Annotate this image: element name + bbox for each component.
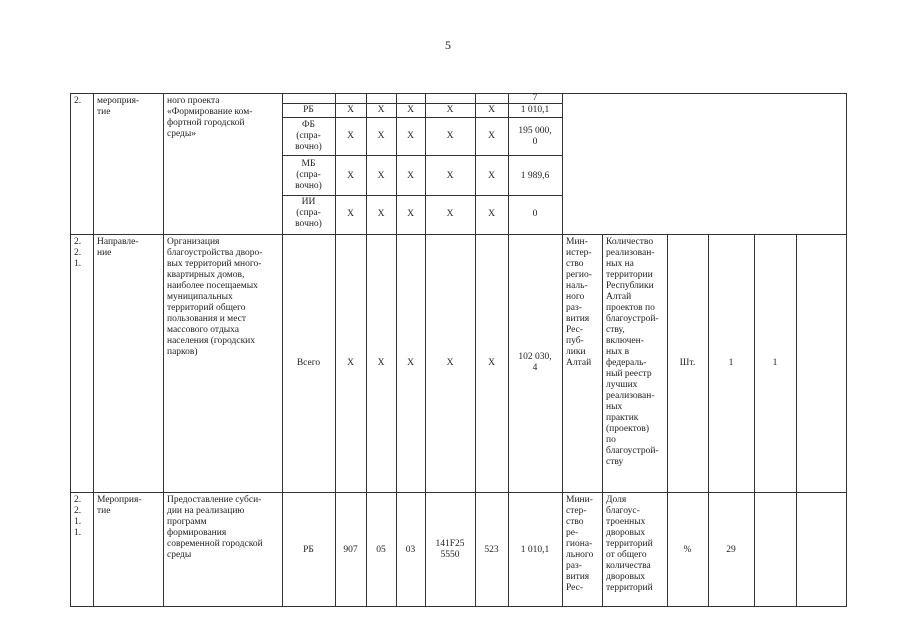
amount: 1 989,6 (520, 171, 550, 181)
source-total: Всего (296, 358, 321, 368)
cell-x: X (407, 131, 414, 141)
cell-x: X (407, 105, 414, 115)
code-expense: 523 (484, 545, 499, 555)
row-name: ного проекта «Формирование ком- фортной городской среды» (167, 96, 253, 139)
amount: 0 (532, 209, 538, 219)
table-rule (602, 234, 603, 607)
table-rule (163, 93, 164, 607)
source-mb: МБ (спра- вочно) (295, 159, 322, 191)
indicator: Доля благоус- троенных дворовых территорий от общего количества дворовых территорий (606, 495, 653, 593)
table-rule (70, 492, 846, 493)
table-rule (754, 234, 755, 607)
cell-x: X (347, 131, 354, 141)
amount: 102 030, 4 (518, 352, 552, 373)
cell-x: X (407, 209, 414, 219)
source-ii: ИИ (спра- вочно) (295, 197, 322, 229)
row-number: 2. 2. 1. 1. (74, 495, 82, 538)
row-name: Предоставление субси- дии на реализацию программ формирования современной городской среды (167, 495, 263, 560)
cell-x: X (347, 209, 354, 219)
table-rule (282, 195, 562, 196)
unit: % (683, 545, 692, 555)
cell-x: X (488, 209, 495, 219)
table-rule (796, 234, 797, 607)
cell-x: X (347, 171, 354, 181)
cell-x: X (488, 171, 495, 181)
code-ministry: 907 (343, 545, 358, 555)
cell-x: X (347, 105, 354, 115)
cell-x: X (446, 171, 454, 181)
table-rule (846, 93, 847, 607)
cell-x: X (446, 358, 454, 368)
cell-x: X (407, 171, 414, 181)
row-number: 2. (74, 96, 82, 106)
table-rule (70, 93, 71, 607)
value: 29 (726, 545, 736, 555)
row-type: Направле- ние (97, 237, 139, 258)
value: 1 (728, 358, 734, 368)
row-type: Мероприя- тие (97, 495, 142, 516)
row-number: 2. 2. 1. (74, 237, 82, 269)
table-rule (70, 93, 846, 94)
table-rule (282, 117, 562, 118)
cell-x: X (446, 105, 454, 115)
page-number: 5 (445, 38, 451, 52)
row-name: Организация благоустройства дворо- вых территорий много- квартирных домов, наиболее посещаемых муниципальных территорий общего пользования и мест массового отдыха населения (городских парков) (167, 237, 263, 357)
source-rb: РБ (303, 545, 314, 555)
cell-x: X (377, 131, 385, 141)
cell-x: X (446, 131, 454, 141)
amount: 1 010,1 (520, 545, 550, 555)
amount: 195 000, 0 (518, 126, 552, 147)
amount: 1 010,1 (520, 105, 550, 115)
value: 1 (772, 358, 778, 368)
executor: Мини- стер- ство ре- гиона- льного раз- вития Рес- (566, 495, 594, 593)
table-rule (70, 234, 846, 235)
code-target: 141F25 5550 (435, 539, 465, 560)
budget-table (70, 93, 846, 607)
table-rule (70, 606, 846, 607)
table-rule (93, 93, 94, 607)
cell-x: X (347, 358, 354, 368)
unit: Шт. (679, 358, 696, 368)
code-section: 05 (376, 545, 386, 555)
row-type: мероприя- тие (97, 96, 140, 117)
cell-x: X (377, 105, 385, 115)
table-rule (282, 155, 562, 156)
cell-x: X (377, 209, 385, 219)
cell-x: X (446, 209, 454, 219)
executor: Мин- истер- ство регио- наль- ного раз- вития Рес- пуб- лики Алтай (566, 237, 592, 368)
code-subsection: 03 (405, 545, 416, 555)
indicator: Количество реализован- ных на территории Республики Алтай проектов по благоустрой- ству, включен- ных в федераль- ный реестр лучших реализован- ных практик (проектов) по благоустрой- ству (606, 237, 659, 467)
source-rb: РБ (303, 105, 314, 115)
table-rule (562, 93, 563, 607)
cell-x: X (488, 105, 495, 115)
cell-x: X (407, 358, 414, 368)
amount-top: 7 (532, 93, 538, 103)
cell-x: X (488, 358, 495, 368)
source-fb: ФБ (спра- вочно) (295, 120, 322, 152)
cell-x: X (377, 171, 385, 181)
cell-x: X (377, 358, 385, 368)
cell-x: X (488, 131, 495, 141)
